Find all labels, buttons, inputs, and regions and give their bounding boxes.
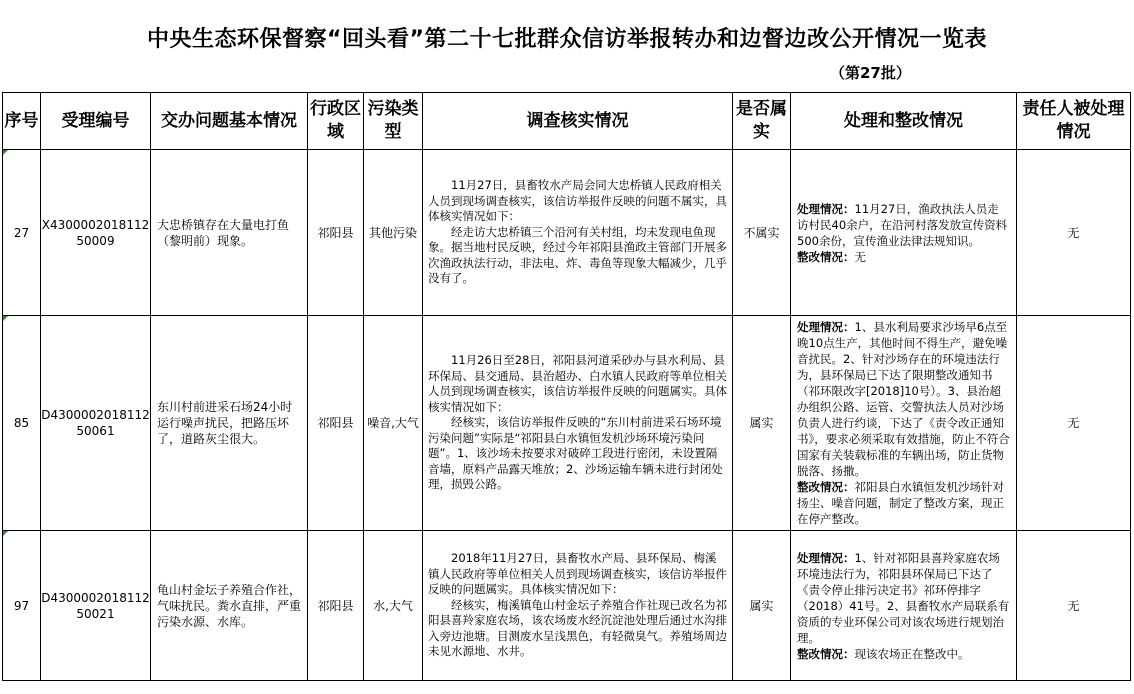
batch-label: （第27批） xyxy=(830,64,911,82)
header-region: 行政区域 xyxy=(308,93,364,150)
cell-pollution: 其他污染 xyxy=(364,150,423,316)
cell-accountability: 无 xyxy=(1017,316,1131,531)
cell-handling xyxy=(791,531,1017,681)
investigation-detail: 经核实，梅溪镇龟山村金坛子养殖合作社现已改名为祁阳县喜羚家庭农场，该农场废水经沉淀池处理后通过水沟排入旁边池塘。目测废水呈浅黑色，有轻微臭气。养殖场周边未见水源地、水井。 xyxy=(428,597,727,659)
cell-handling xyxy=(791,316,1017,531)
header-verified: 是否属实 xyxy=(733,93,791,150)
rectify-text: 无 xyxy=(854,249,866,264)
cell-pollution: 噪音,大气 xyxy=(364,316,423,531)
cell-verified: 属实 xyxy=(733,316,791,531)
cell-seq: 85 xyxy=(3,316,41,531)
cell-comment-marker xyxy=(3,316,8,321)
header-issue: 交办问题基本情况 xyxy=(151,93,308,150)
cell-issue: 大忠桥镇存在大量电打鱼（黎明前）现象。 xyxy=(151,150,308,316)
handling-label: 处理情况： xyxy=(797,320,855,334)
rectify-label: 整改情况： xyxy=(797,480,855,494)
cell-region: 祁阳县 xyxy=(308,316,364,531)
cell-handling xyxy=(791,150,1017,316)
cell-accountability: 无 xyxy=(1017,531,1131,681)
cell-verified: 属实 xyxy=(733,531,791,681)
cell-investigation xyxy=(423,150,733,316)
cell-comment-marker xyxy=(3,531,8,536)
rectify-label: 整改情况： xyxy=(797,646,855,661)
handling-text: 1、针对祁阳县喜羚家庭农场环境违法行为，祁阳县环保局已下达了《责令停止排污决定书》祁环停排字（2018）41号。2、县畜牧水产局联系有资质的专业环保公司对该农场进行规划治理。 xyxy=(797,550,1010,645)
cell-case-no: D4300002018112 50061 xyxy=(41,316,151,531)
cell-case-no: D4300002018112 50021 xyxy=(41,531,151,681)
header-handling: 处理和整改情况 xyxy=(791,93,1017,150)
header-seq: 序号 xyxy=(3,93,41,150)
cell-seq: 97 xyxy=(3,531,41,681)
investigation-intro: 11月27日，县畜牧水产局会同大忠桥镇人民政府相关人员到现场调查核实，该信访举报件反映的问题不属实，具体核实情况如下： xyxy=(428,178,727,224)
cell-region: 祁阳县 xyxy=(308,531,364,681)
header-accountability: 责任人被处理情况 xyxy=(1017,93,1131,150)
header-investigation: 调查核实情况 xyxy=(423,93,733,150)
page-title: 中央生态环保督察“回头看”第二十七批群众信访举报转办和边督边改公开情况一览表 xyxy=(147,27,987,52)
handling-label: 处理情况： xyxy=(797,201,855,216)
cell-investigation xyxy=(423,316,733,531)
cell-pollution: 水,大气 xyxy=(364,531,423,681)
handling-text: 11月27日，渔政执法人员走访村民40余户，在沿河村落发放宣传资料500余份，宣传渔业法律法规知识。 xyxy=(797,201,1008,248)
table-row xyxy=(3,150,1131,316)
investigation-detail: 经走访大忠桥镇三个沿河有关村组，均未发现电鱼现象。据当地村民反映，经过今年祁阳县渔政主管部门开展多次渔政执法行动，非法电、炸、毒鱼等现象大幅减少，几乎没有了。 xyxy=(428,224,727,286)
rectify-label: 整改情况： xyxy=(797,249,855,264)
header-case-no: 受理编号 xyxy=(41,93,151,150)
investigation-intro: 2018年11月27日，县畜牧水产局、县环保局、梅溪镇人民政府等单位相关人员到现场调查核实，该信访举报件反映的问题属实。具体核实情况如下： xyxy=(428,551,727,597)
cell-accountability: 无 xyxy=(1017,150,1131,316)
table-row xyxy=(3,316,1131,531)
table-row xyxy=(3,531,1131,681)
cell-issue: 龟山村金坛子养殖合作社，气味扰民。粪水直排，严重污染水源、水库。 xyxy=(151,531,308,681)
rectify-text: 现该农场正在整改中。 xyxy=(854,646,970,661)
handling-label: 处理情况： xyxy=(797,550,855,565)
header-pollution: 污染类型 xyxy=(364,93,423,150)
report-table xyxy=(2,92,1131,681)
cell-comment-marker xyxy=(3,150,8,155)
cell-investigation xyxy=(423,531,733,681)
cell-verified: 不属实 xyxy=(733,150,791,316)
cell-region: 祁阳县 xyxy=(308,150,364,316)
investigation-intro: 11月26日至28日，祁阳县河道采砂办与县水利局、县环保局、县交通局、县治超办、白水镇人民政府等单位相关人员到现场调查核实，该信访举报件反映的问题属实。具体核实情况如下： xyxy=(428,353,727,414)
rectify-text: 祁阳县白水镇恒发机沙场针对扬尘、噪音问题，制定了整改方案，现正在停产整改。 xyxy=(797,480,1004,526)
cell-issue: 东川村前进采石场24小时运行噪声扰民，把路压坏了，道路灰尘很大。 xyxy=(151,316,308,531)
handling-text: 1、县水利局要求沙场早6点至晚10点生产，其他时间不得生产，避免噪音扰民。2、针对沙场存在的环境违法行为，县环保局已下达了限期整改通知书（祁环限改字[2018]10号）。3、县治超办组织公路、运管、交警执法人员对沙场负责人进行约谈，下达了《责令改正通知书》，要求必须采取有效措施，防止不符合国家有关装载标准的车辆出场，防止货物脱落、扬撒。 xyxy=(797,320,1010,478)
cell-seq: 27 xyxy=(3,150,41,316)
cell-case-no: X4300002018112 50009 xyxy=(41,150,151,316)
header-row xyxy=(3,93,1131,150)
investigation-detail: 经核实，该信访举报件反映的“东川村前进采石场环境污染问题”实际是“祁阳县白水镇恒发机沙场环境污染问题”。1、该沙场未按要求对破碎工段进行密闭，未设置隔音墙，原料产品露天堆放；2、沙场运输车辆未进行封闭处理，损毁公路。 xyxy=(428,415,723,492)
